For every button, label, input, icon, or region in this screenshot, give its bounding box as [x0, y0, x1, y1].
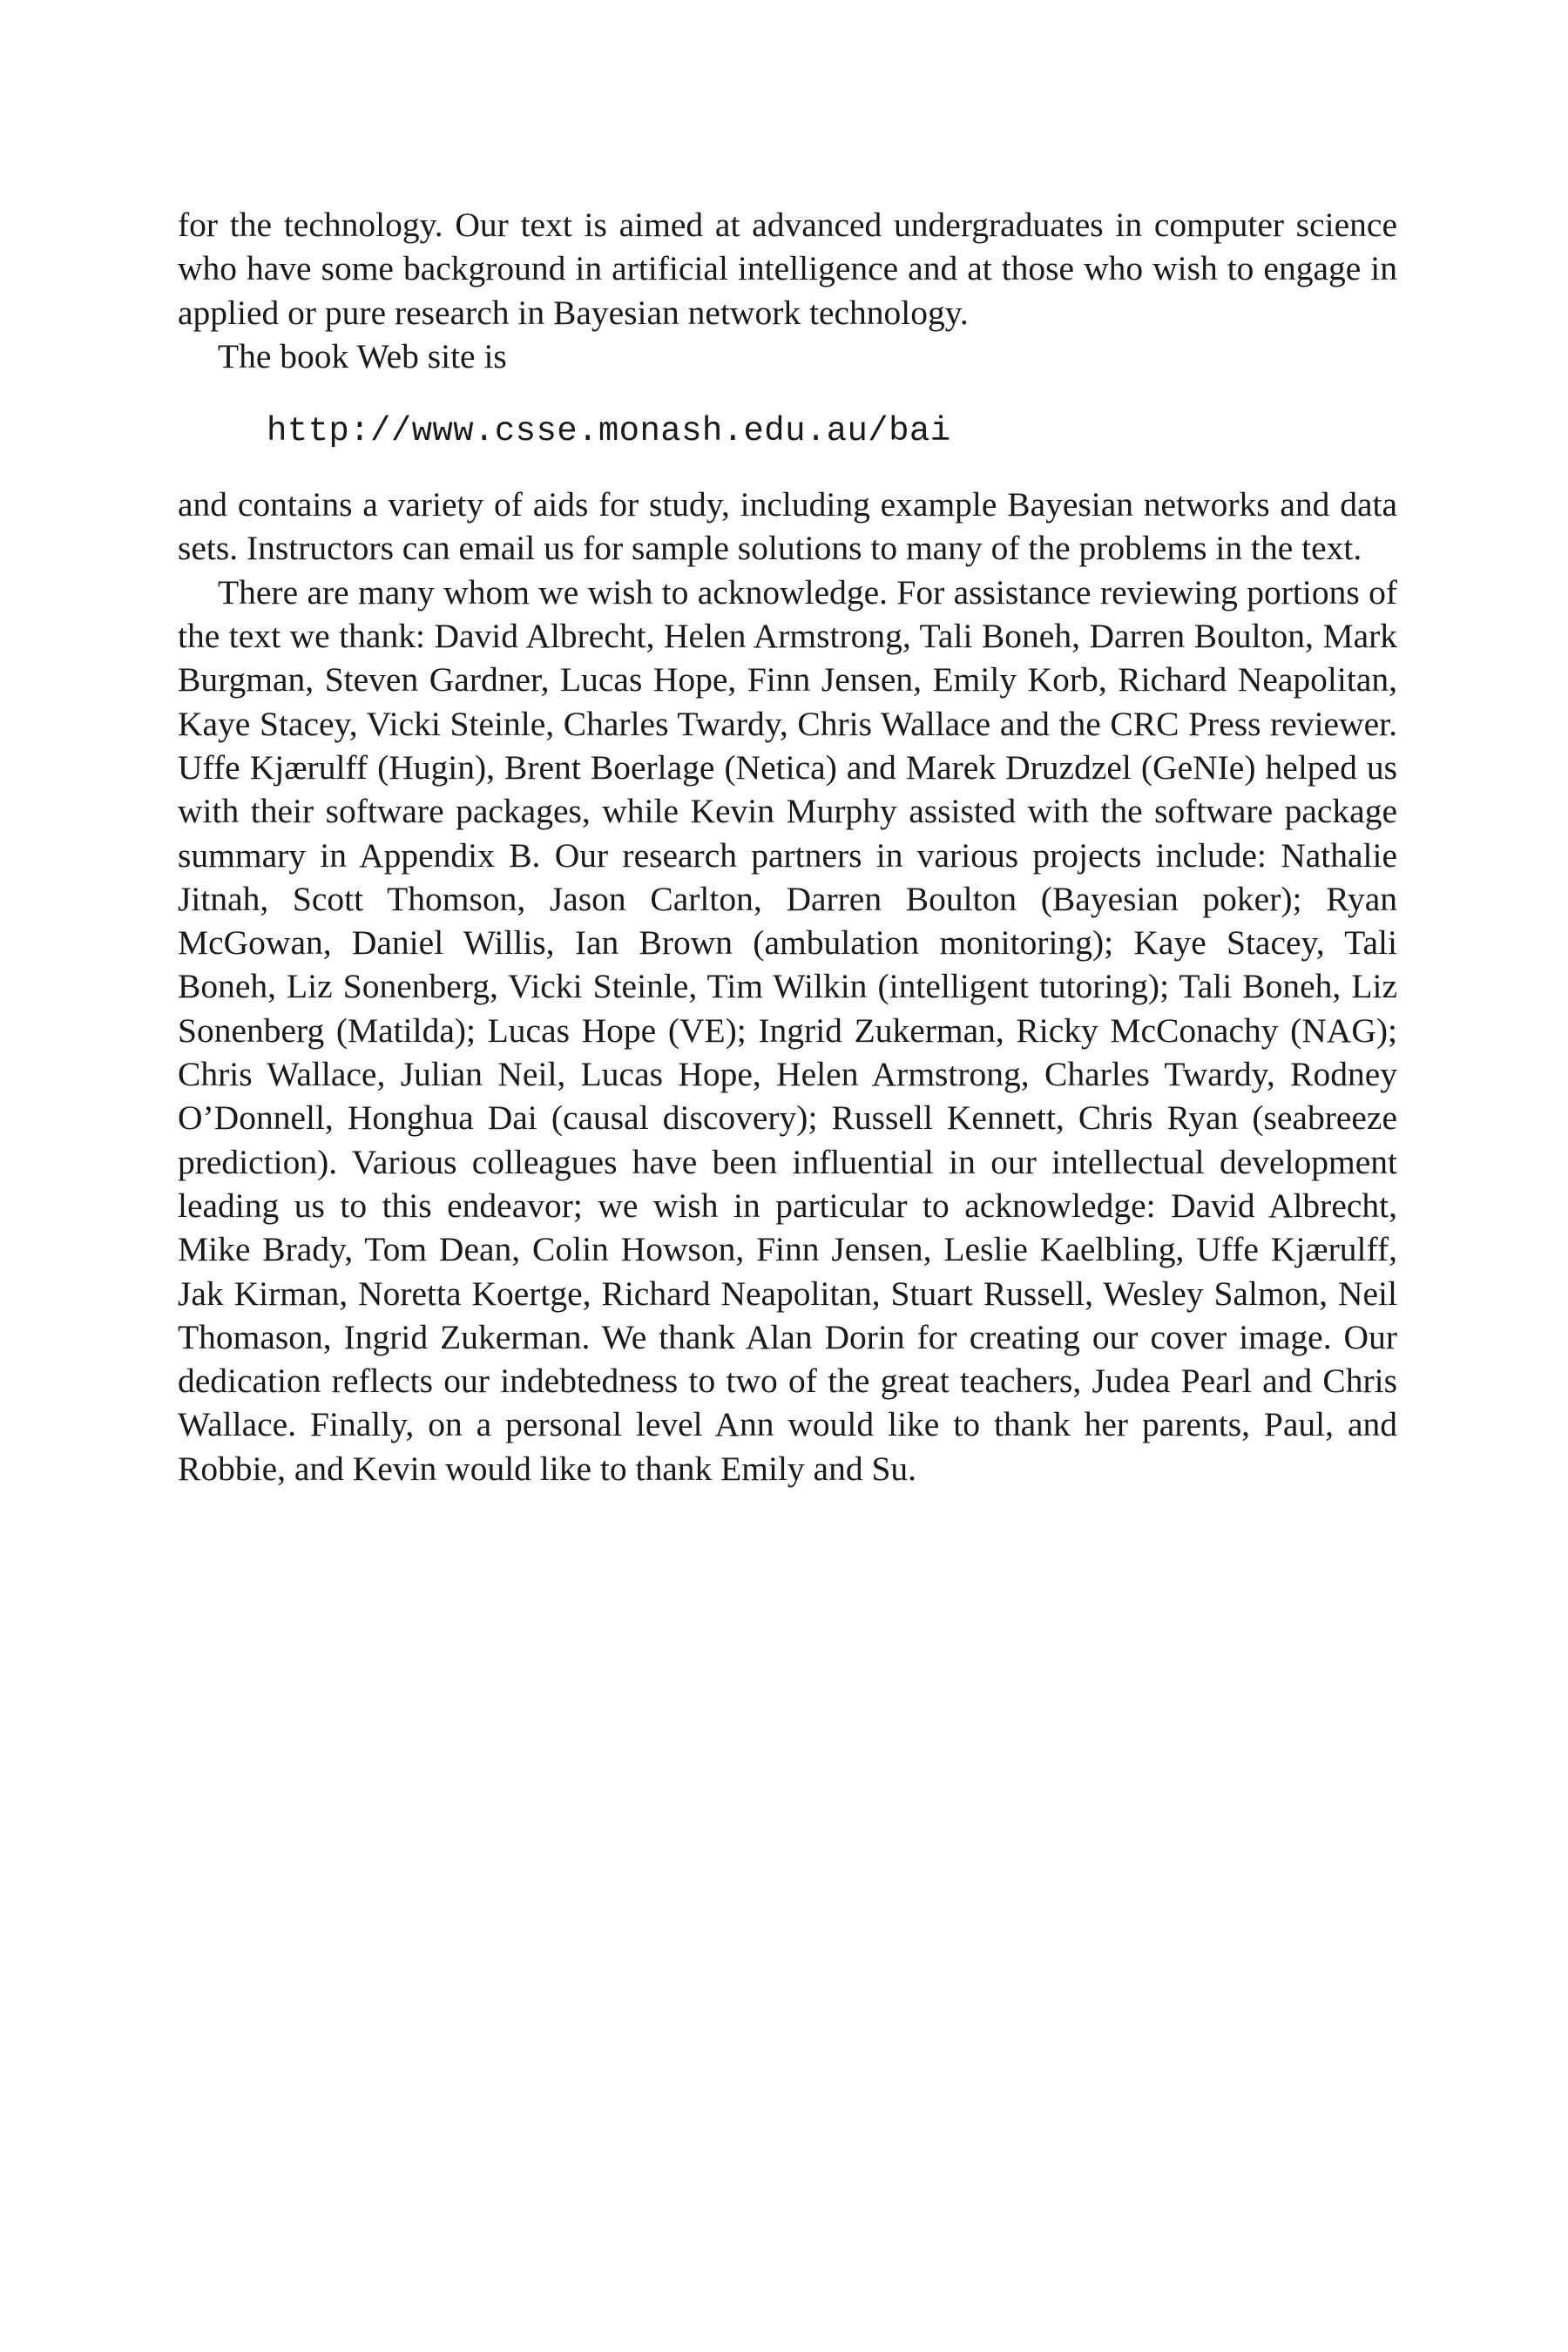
acknowledgements-paragraph: There are many whom we wish to acknowledge. For assistance reviewing portions of the text we thank: David Albrecht, Helen Armstrong, Tali Boneh, Darren Boulton, Mark Burgman, Steven Gardner, Lucas Hope, Finn Jensen, Emily Korb, Richard Neapolitan, Kaye Stacey, Vicki Steinle, Charles Twardy, Chris Wallace and the CRC Press reviewer. Uffe Kjærulff (Hugin), Brent Boerlage (Netica) and Marek Druzdzel (GeNIe) helped us with their software packages, while Kevin Murphy assisted with the software package summary in Appendix B. Our research partners in various projects include: Nathalie Jitnah, Scott Thomson, Jason Carlton, Darren Boulton (Bayesian poker); Ryan McGowan, Daniel Willis, Ian Brown (ambulation monitoring); Kaye Stacey, Tali Boneh, Liz Sonenberg, Vicki Steinle, Tim Wilkin (intelligent tutoring); Tali Boneh, Liz Sonenberg (Matilda); Lucas Hope (VE); Ingrid Zukerman, Ricky McConachy (NAG); Chris Wallace, Julian Neil, Lucas Hope, Helen Armstrong, Charles Twardy, Rodney O’Donnell, Honghua Dai (causal discovery); Russell Kennett, Chris Ryan (seabreeze prediction). Various colleagues have been influential in our intellectual development leading us to this endeavor; we wish in particular to acknowledge: David Albrecht, Mike Brady, Tom Dean, Colin Howson, Finn Jensen, Leslie Kaelbling, Uffe Kjærulff, Jak Kirman, Noretta Koertge, Richard Neapolitan, Stuart Russell, Wesley Salmon, Neil Thomason, Ingrid Zukerman. We thank Alan Dorin for creating our cover image. Our dedication reflects our indebtedness to two of the great teachers, Judea Pearl and Chris Wallace. Finally, on a personal level Ann would like to thank her parents, Paul, and Robbie, and Kevin would like to thank Emily and Su.	[178, 572, 1397, 1488]
website-url: http://www.csse.monash.edu.au/bai	[267, 412, 951, 451]
website-description-paragraph: and contains a variety of aids for study, including example Bayesian networks and data sets. Instructors can email us for sample solutions to many of the problems in the text.	[178, 485, 1397, 568]
page-body	[178, 203, 1397, 1490]
website-intro: The book Web site is	[218, 336, 507, 375]
intro-paragraph: for the technology. Our text is aimed at advanced undergraduates in computer science who have some background in artificial intelligence and at those who wish to engage in applied or pure research in Bayesian network technology.	[178, 206, 1397, 332]
